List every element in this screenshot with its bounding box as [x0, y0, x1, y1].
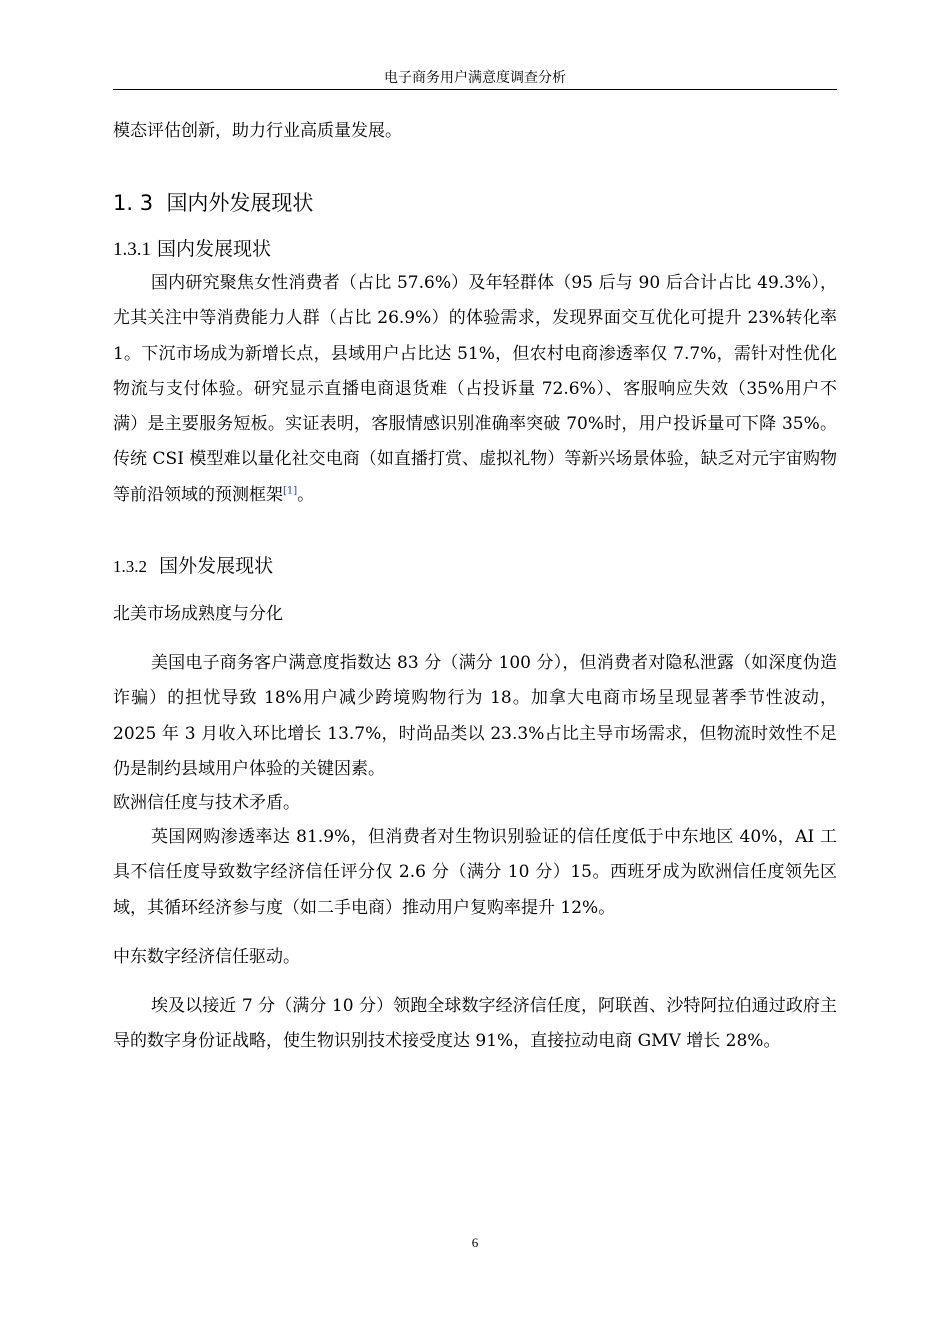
domestic-end: 。 [297, 484, 315, 505]
section-title: 国内外发展现状 [166, 191, 314, 215]
section-number: 1. 3 [113, 191, 154, 215]
middle-east-heading: 中东数字经济信任驱动。 [113, 947, 300, 967]
header-rule [113, 89, 837, 90]
subsection-number: 1.3.2 [113, 557, 147, 576]
europe-paragraph: 英国网购渗透率达 81.9%，但消费者对生物识别验证的信任度低于中东地区 40%，AI 工具不信任度导致数字经济信任评分仅 2.6 分（满分 10 分）15。西班牙成为欧洲信任度领先区域，其循环经济参与度（如二手电商）推动用户复购率提升 12%。 [113, 827, 837, 918]
subsection-title: 国外发展现状 [159, 555, 274, 577]
europe-heading: 欧洲信任度与技术矛盾。 [113, 793, 300, 813]
intro-tail: 模态评估创新，助力行业高质量发展。 [113, 121, 402, 141]
subsection-heading-1-3-1 [113, 235, 837, 264]
subsection-number: 1.3.1 [113, 239, 151, 260]
domestic-text: 国内研究聚焦女性消费者（占比 57.6%）及年轻群体（95 后与 90 后合计占比 49.3%），尤其关注中等消费能力人群（占比 26.9%）的体验需求，发现界面交互优化可提升 23%转化率 1。下沉市场成为新增长点，县域用户占比达 51%，但农村电商渗透率仅 7.7%，需针对性优化物流与支付体验。研究显示直播电商退货难（占投诉量 72.6%）、客服响应失效（35%用户不满）是主要服务短板。实证表明，客服情感识别准确率突破 70%时，用户投诉量可下降 35%。传统 CSI 模型难以量化社交电商（如直播打赏、虚拟礼物）等新兴场景体验，缺乏对元宇宙购物等前沿领域的预测框架 [113, 273, 837, 505]
section-heading-1-3 [113, 188, 837, 218]
domestic-paragraph [113, 266, 837, 513]
subsection-title: 国内发展现状 [157, 238, 272, 260]
running-header: 电子商务用户满意度调查分析 [384, 70, 566, 86]
citation-link[interactable]: [1] [283, 485, 298, 497]
subsection-heading-1-3-2 [113, 552, 837, 581]
north-america-heading: 北美市场成熟度与分化 [113, 604, 283, 624]
north-america-paragraph: 美国电子商务客户满意度指数达 83 分（满分 100 分），但消费者对隐私泄露（如深度伪造诈骗）的担忧导致 18%用户减少跨境购物行为 18。加拿大电商市场呈现显著季节性波动，2025 年 3 月收入环比增长 13.7%，时尚品类以 23.3%占比主导市场需求，但物流时效性不足仍是制约县域用户体验的关键因素。 [113, 653, 837, 779]
page-number: 6 [471, 1235, 479, 1250]
middle-east-paragraph: 埃及以接近 7 分（满分 10 分）领跑全球数字经济信任度，阿联酋、沙特阿拉伯通过政府主导的数字身份证战略，使生物识别技术接受度达 91%，直接拉动电商 GMV 增长 28%。 [113, 996, 837, 1052]
